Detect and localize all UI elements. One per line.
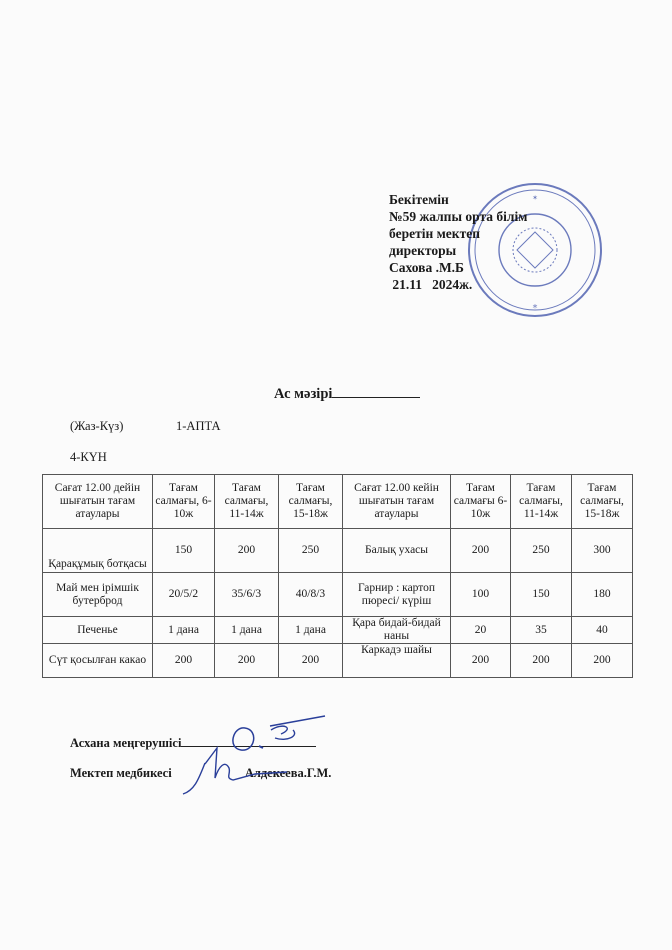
approval-block [389,191,589,293]
table-header-cell: Тағам салмағы, 11-14ж [215,475,279,529]
svg-text:*: * [532,303,538,314]
table-cell: 250 [511,529,572,573]
table-cell: 300 [572,529,633,573]
table-row [43,644,633,678]
cook-label: Асхана меңгерушісі [70,736,182,750]
table-row [43,617,633,644]
table-cell: Балық ухасы [343,529,451,573]
table-header-cell: Сағат 12.00 дейін шығатын тағам атаулары [43,475,153,529]
menu-table [42,474,633,678]
table-cell: 1 дана [215,617,279,644]
table-cell: 200 [215,529,279,573]
table-header-cell: Тағам салмағы, 15-18ж [572,475,633,529]
table-row [43,529,633,573]
table-cell: 100 [451,573,511,617]
approval-line: Бекітемін [389,192,449,207]
table-header-cell: Тағам салмағы, 15-18ж [279,475,343,529]
table-cell: 1 дана [279,617,343,644]
svg-text:✶: ✶ [532,194,538,202]
handwritten-signature [175,708,335,798]
table-cell: 35/6/3 [215,573,279,617]
table-cell: 200 [451,644,511,678]
table-cell: 40/8/3 [279,573,343,617]
table-header-cell: Тағам салмағы 6-10ж [451,475,511,529]
table-cell: 200 [511,644,572,678]
approval-line: 21.11 2024ж. [389,277,473,292]
table-row [43,573,633,617]
nurse-name: Алдекеева.Г.М. [244,766,332,780]
table-cell: 200 [153,644,215,678]
table-header-cell: Сағат 12.00 кейін шығатын тағам атаулары [343,475,451,529]
table-header-cell: Тағам салмағы, 6-10ж [153,475,215,529]
title-blank-line [332,383,420,398]
table-cell: Қарақұмық ботқасы [43,529,153,573]
title-text: Ас мәзірі [274,386,333,402]
table-cell: 250 [279,529,343,573]
table-cell: 150 [511,573,572,617]
day-label: 4-КҮН [70,450,107,464]
table-header-row [43,475,633,529]
table-cell: 150 [153,529,215,573]
table-cell: 20/5/2 [153,573,215,617]
table-cell: 200 [451,529,511,573]
table-cell: 200 [279,644,343,678]
table-cell: Қара бидай-бидай наны [343,617,451,644]
table-cell: 1 дана [153,617,215,644]
nurse-label: Мектеп медбикесі [70,766,172,780]
table-cell: 20 [451,617,511,644]
table-cell: Сүт қосылған какао [43,644,153,678]
table-cell: 40 [572,617,633,644]
table-cell: 200 [572,644,633,678]
table-cell: Гарнир : картоп пюресі/ күріш [343,573,451,617]
approval-line: беретін мектеп [389,226,480,241]
week-label: 1-АПТА [176,419,221,433]
approval-line: №59 жалпы орта білім [389,209,528,224]
season-label: (Жаз-Күз) [70,419,124,433]
table-cell: 200 [215,644,279,678]
table-cell: Печенье [43,617,153,644]
table-cell: 180 [572,573,633,617]
approval-line: Сахова .М.Б [389,260,464,275]
page-title [274,383,420,403]
table-cell: 35 [511,617,572,644]
table-header-cell: Тағам салмағы, 11-14ж [511,475,572,529]
table-cell: Май мен ірімшік бутерброд [43,573,153,617]
approval-line: директоры [389,243,457,258]
table-cell: Каркадэ шайы [343,644,451,678]
